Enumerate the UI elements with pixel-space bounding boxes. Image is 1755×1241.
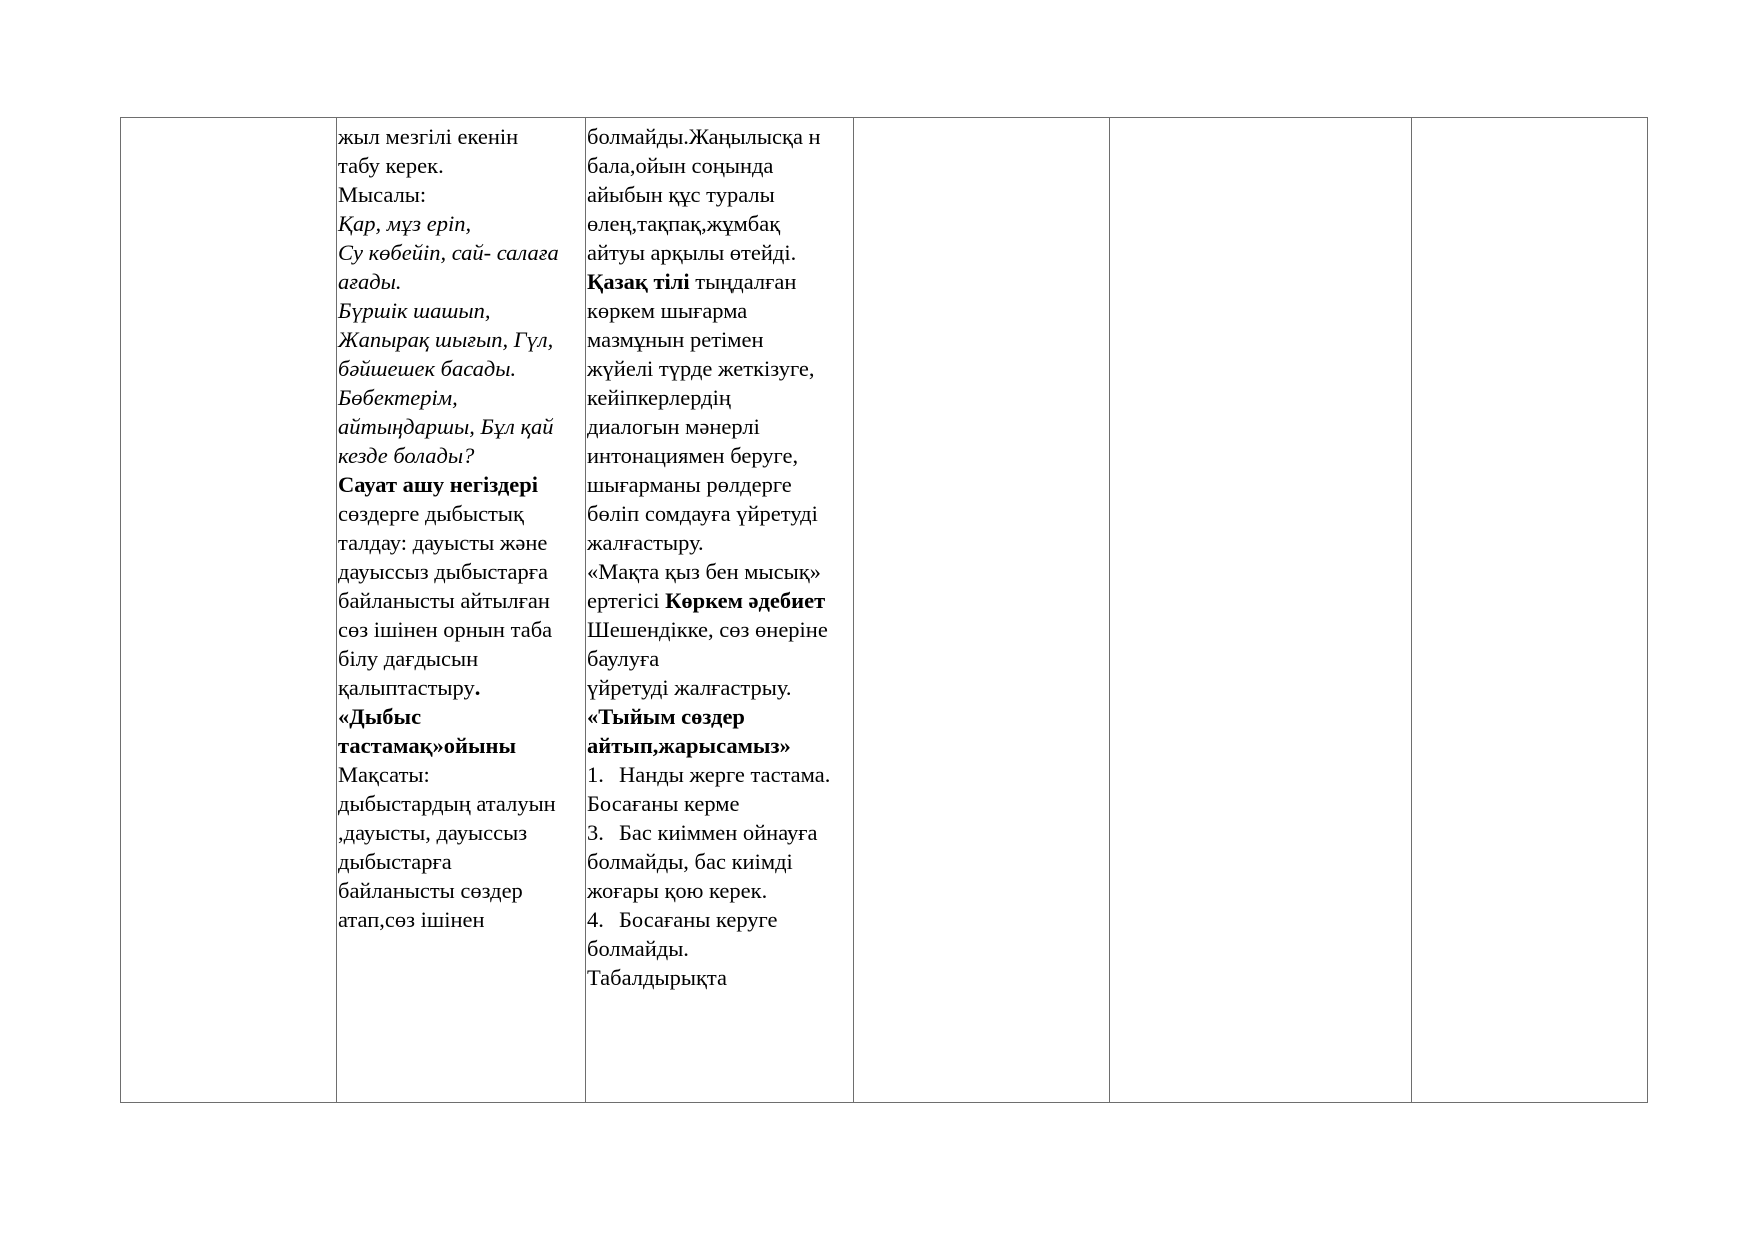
text-segment: интонациямен беруге, <box>587 443 799 468</box>
text-segment: «Мақта қыз бен мысық» <box>587 559 821 584</box>
text-line <box>587 934 852 963</box>
table-cell-col-1 <box>121 118 337 1103</box>
text-segment: Босағаны керме <box>587 791 740 816</box>
text-segment: болмайды. <box>587 936 689 961</box>
text-segment: айтуы арқылы өтейді. <box>587 240 797 265</box>
text-line <box>587 267 852 296</box>
text-line <box>338 557 584 586</box>
text-segment: баулуға <box>587 646 660 671</box>
bold-segment: Қазақ тілі <box>587 269 690 294</box>
text-line <box>338 760 584 789</box>
text-segment: Жапырақ шығып, Гүл, <box>338 327 554 352</box>
text-line <box>338 818 584 847</box>
text-line <box>587 238 852 267</box>
text-line <box>587 354 852 383</box>
text-segment: ертегісі <box>587 588 666 613</box>
text-line <box>587 557 852 586</box>
text-line <box>587 412 852 441</box>
document-table <box>120 117 1648 1103</box>
text-line <box>587 760 852 789</box>
text-line <box>338 209 584 238</box>
text-line <box>587 905 852 934</box>
text-line <box>338 151 584 180</box>
text-line <box>338 702 584 731</box>
text-segment: «Дыбыс <box>338 704 422 729</box>
text-line <box>338 586 584 615</box>
text-line <box>587 847 852 876</box>
table-cell-col-4 <box>854 118 1110 1103</box>
table-cell-col-5 <box>1110 118 1412 1103</box>
text-line <box>338 905 584 934</box>
text-line <box>587 673 852 702</box>
list-number: 4. <box>587 907 604 932</box>
text-segment: тыңдалған <box>689 269 797 294</box>
text-segment: ағады. <box>338 269 402 294</box>
text-segment: табу керек. <box>338 153 444 178</box>
text-line <box>338 412 584 441</box>
text-line <box>587 876 852 905</box>
text-segment: өлең,тақпақ,жұмбақ <box>587 211 781 236</box>
text-segment: сөз ішінен орнын таба <box>338 617 553 642</box>
text-line <box>587 528 852 557</box>
text-line <box>338 731 584 760</box>
text-segment: болмайды, бас киімді <box>587 849 793 874</box>
text-line <box>338 441 584 470</box>
text-line <box>587 296 852 325</box>
text-line <box>587 818 852 847</box>
text-segment: қалыптастыру <box>338 675 475 700</box>
text-segment: атап,сөз ішінен <box>338 907 485 932</box>
text-segment: үйретуді жалғастрыу. <box>587 675 792 700</box>
text-segment: мазмұнын ретімен <box>587 327 764 352</box>
text-line <box>587 325 852 354</box>
text-segment: жоғары қою керек. <box>587 878 768 903</box>
text-segment: бала,ойын соңында <box>587 153 774 178</box>
bold-segment: . <box>474 675 481 700</box>
text-line <box>338 180 584 209</box>
text-line <box>587 702 852 731</box>
text-line <box>338 296 584 325</box>
text-line <box>338 847 584 876</box>
text-segment: Бас киіммен ойнауға <box>619 820 818 845</box>
text-segment: диалогын мәнерлі <box>587 414 760 439</box>
text-segment: Мақсаты: <box>338 762 430 787</box>
text-segment: Шешендікке, сөз өнеріне <box>587 617 828 642</box>
text-segment: талдау: дауысты және <box>338 530 548 555</box>
text-segment: Босағаны керуге <box>619 907 778 932</box>
text-line <box>338 673 584 702</box>
text-line <box>587 383 852 412</box>
text-line <box>587 789 852 818</box>
list-number: 1. <box>587 762 604 787</box>
text-line <box>338 528 584 557</box>
text-segment: Бүршік шашып, <box>338 298 491 323</box>
text-line <box>338 615 584 644</box>
list-number: 3. <box>587 820 604 845</box>
text-segment: «Тыйым сөздер <box>587 704 745 729</box>
text-segment: жыл мезгілі екенін <box>338 124 519 149</box>
text-line <box>338 644 584 673</box>
text-line <box>338 499 584 528</box>
table-cell-col-2 <box>337 118 586 1103</box>
text-segment: болмайды.Жаңылысқа н <box>587 124 821 149</box>
text-segment: Нанды жерге тастама. <box>619 762 831 787</box>
text-segment: байланысты сөздер <box>338 878 523 903</box>
table-cell-col-3 <box>586 118 854 1103</box>
text-line <box>338 122 584 151</box>
text-segment: Қар, мұз еріп, <box>338 211 472 236</box>
text-segment: Мысалы: <box>338 182 427 207</box>
text-segment: сөздерге дыбыстық <box>338 501 524 526</box>
text-segment: көркем шығарма <box>587 298 748 323</box>
text-line <box>338 383 584 412</box>
text-line <box>587 963 852 992</box>
text-segment: айтыңдаршы, Бұл қай <box>338 414 554 439</box>
text-line <box>587 731 852 760</box>
bold-segment: Көркем әдебиет <box>665 588 826 613</box>
text-segment: бәйшешек басады. <box>338 356 517 381</box>
text-segment: шығарманы рөлдерге <box>587 472 792 497</box>
text-segment: білу дағдысын <box>338 646 479 671</box>
text-line <box>338 238 584 267</box>
text-segment: дыбыстарға <box>338 849 452 874</box>
text-line <box>587 615 852 644</box>
text-line <box>338 267 584 296</box>
text-segment: Табалдырықта <box>587 965 727 990</box>
text-line <box>338 470 584 499</box>
text-line <box>587 122 852 151</box>
text-line <box>338 876 584 905</box>
text-segment: Су көбейіп, сай- салаға <box>338 240 559 265</box>
text-segment: айыбын құс туралы <box>587 182 775 207</box>
text-line <box>338 789 584 818</box>
text-line <box>338 354 584 383</box>
text-segment: жүйелі түрде жеткізуге, <box>587 356 815 381</box>
text-segment: кейіпкерлердің <box>587 385 731 410</box>
text-segment: ,дауысты, дауыссыз <box>338 820 528 845</box>
text-segment: дауыссыз дыбыстарға <box>338 559 548 584</box>
text-line <box>587 151 852 180</box>
text-line <box>587 209 852 238</box>
text-segment: тастамақ»ойыны <box>338 733 517 758</box>
text-line <box>587 470 852 499</box>
table-row <box>121 118 1648 1103</box>
text-segment: дыбыстардың аталуын <box>338 791 556 816</box>
text-line <box>587 499 852 528</box>
text-segment: байланысты айтылған <box>338 588 550 613</box>
text-segment: Бөбектерім, <box>338 385 458 410</box>
text-segment: Сауат ашу негіздері <box>338 472 538 497</box>
text-segment: кезде болады? <box>338 443 475 468</box>
text-line <box>587 180 852 209</box>
text-segment: жалғастыру. <box>587 530 704 555</box>
text-segment: айтып,жарысамыз» <box>587 733 791 758</box>
text-line <box>338 325 584 354</box>
text-line <box>587 586 852 615</box>
text-segment: бөліп сомдауға үйретуді <box>587 501 818 526</box>
text-line <box>587 644 852 673</box>
table-cell-col-6 <box>1412 118 1648 1103</box>
text-line <box>587 441 852 470</box>
